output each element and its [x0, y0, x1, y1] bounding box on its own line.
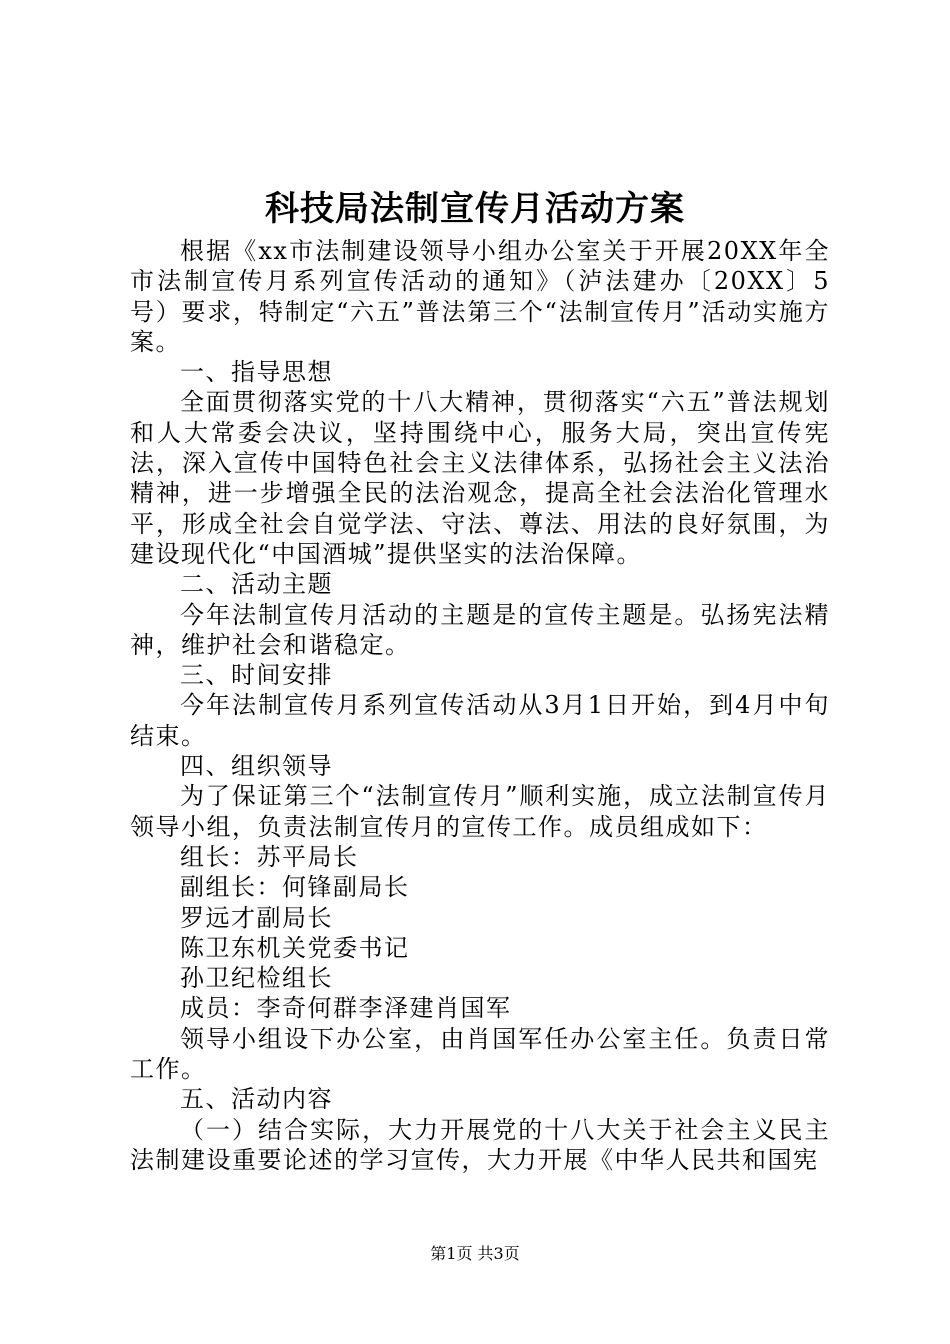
document-title: 科技局法制宣传月活动方案 — [265, 189, 685, 229]
paragraph-leadership: 为了保证第三个“法制宣传月”顺利实施，成立法制宣传月领导小组，负责法制宣传月的宣传工作。成员组成如下： — [130, 782, 830, 841]
page-number-footer: 第1页 共3页 — [430, 1244, 520, 1263]
section-heading-theme: 二、活动主题 — [180, 570, 333, 599]
section-heading-leadership: 四、组织领导 — [180, 752, 333, 781]
document-body — [130, 236, 830, 1175]
paragraph-content-1: （一）结合实际，大力开展党的十八大关于社会主义民主法制建设重要论述的学习宣传，大力开展《中华人民共和国宪 — [130, 1115, 830, 1174]
paragraph-schedule: 今年法制宣传月系列宣传活动从3月1日开始，到4月中旬结束。 — [130, 691, 830, 750]
leader-entry: 副组长：何锋副局长 — [180, 873, 410, 902]
paragraph-guiding-thought: 全面贯彻落实党的十八大精神，贯彻落实“六五”普法规划和人大常委会决议，坚持围绕中心，服务大局，突出宣传宪法，深入宣传中国特色社会主义法律体系，弘扬社会主义法治精神，进一步增强全民的法治观念，提高全社会法治化管理水平，形成全社会自觉学法、守法、尊法、用法的良好氛围，为建设现代化“中国酒城”提供坚实的法治保障。 — [130, 388, 830, 568]
section-heading-content: 五、活动内容 — [180, 1085, 333, 1114]
members-entry: 成员：李奇何群李泽建肖国军 — [180, 994, 512, 1023]
leader-entry: 组长：苏平局长 — [180, 842, 359, 871]
paragraph-intro: 根据《xx市法制建设领导小组办公室关于开展20XX年全市法制宣传月系列宣传活动的通知》（泸法建办〔20XX〕5号）要求，特制定“六五”普法第三个“法制宣传月”活动实施方案。 — [130, 237, 830, 356]
paragraph-office: 领导小组设下办公室，由肖国军任办公室主任。负责日常工作。 — [130, 1024, 830, 1084]
paragraph-theme: 今年法制宣传月活动的主题是的宣传主题是。弘扬宪法精神，维护社会和谐稳定。 — [130, 600, 830, 659]
leader-entry: 罗远才副局长 — [180, 903, 333, 932]
section-heading-guiding-thought: 一、指导思想 — [180, 358, 333, 387]
leader-entry: 孙卫纪检组长 — [180, 964, 333, 993]
section-heading-schedule: 三、时间安排 — [180, 661, 333, 690]
leader-entry: 陈卫东机关党委书记 — [180, 933, 410, 962]
